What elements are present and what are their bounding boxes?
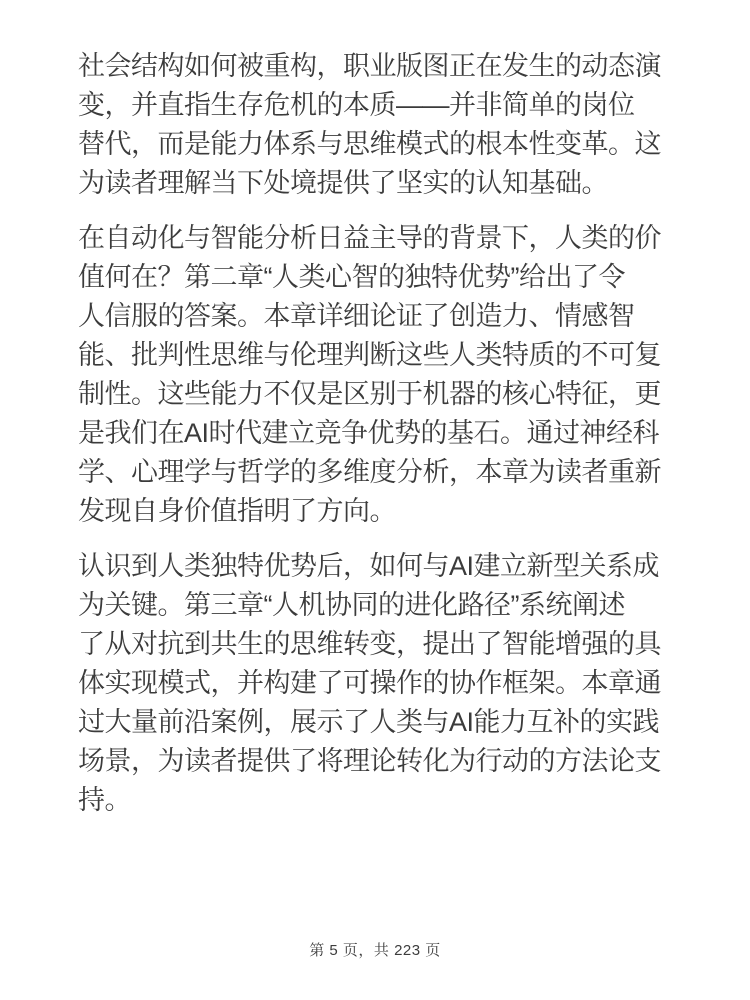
text-line: 学、心理学与哲学的多维度分析，本章为读者重新 <box>78 457 661 487</box>
text-line: 替代，而是能力体系与思维模式的根本性变革。这 <box>78 129 661 159</box>
text-line: 过大量前沿案例，展示了人类与AI能力互补的实践 <box>78 707 660 737</box>
text-line: 社会结构如何被重构，职业版图正在发生的动态演 <box>78 51 661 81</box>
text-line: 为读者理解当下处境提供了坚实的认知基础。 <box>78 168 608 198</box>
text-line: 持。 <box>78 785 131 815</box>
text-line: 人信服的答案。本章详细论证了创造力、情感智 <box>78 301 635 331</box>
text-line: 发现自身价值指明了方向。 <box>78 496 396 526</box>
text-line: 是我们在AI时代建立竞争优势的基石。通过神经科 <box>78 418 660 448</box>
text-line: 能、批判性思维与伦理判断这些人类特质的不可复 <box>78 340 661 370</box>
text-line: 体实现模式，并构建了可操作的协作框架。本章通 <box>78 668 661 698</box>
paragraph-1 <box>78 47 672 203</box>
text-line: 制性。这些能力不仅是区别于机器的核心特征，更 <box>78 379 661 409</box>
page-number-indicator: 第 5 页，共 223 页 <box>309 942 441 959</box>
text-line: 值何在？第二章“人类心智的独特优势”给出了令 <box>78 262 625 292</box>
paragraph-2 <box>78 219 672 531</box>
text-line: 认识到人类独特优势后，如何与AI建立新型关系成 <box>78 551 660 581</box>
page-footer <box>0 941 750 961</box>
text-line: 场景，为读者提供了将理论转化为行动的方法论支 <box>78 746 661 776</box>
text-line: 变，并直指生存危机的本质——并非简单的岗位 <box>78 90 635 120</box>
text-line: 在自动化与智能分析日益主导的背景下，人类的价 <box>78 223 661 253</box>
paragraph-3 <box>78 547 672 820</box>
text-line: 为关键。第三章“人机协同的进化路径”系统阐述 <box>78 590 625 620</box>
text-line: 了从对抗到共生的思维转变，提出了智能增强的具 <box>78 629 661 659</box>
